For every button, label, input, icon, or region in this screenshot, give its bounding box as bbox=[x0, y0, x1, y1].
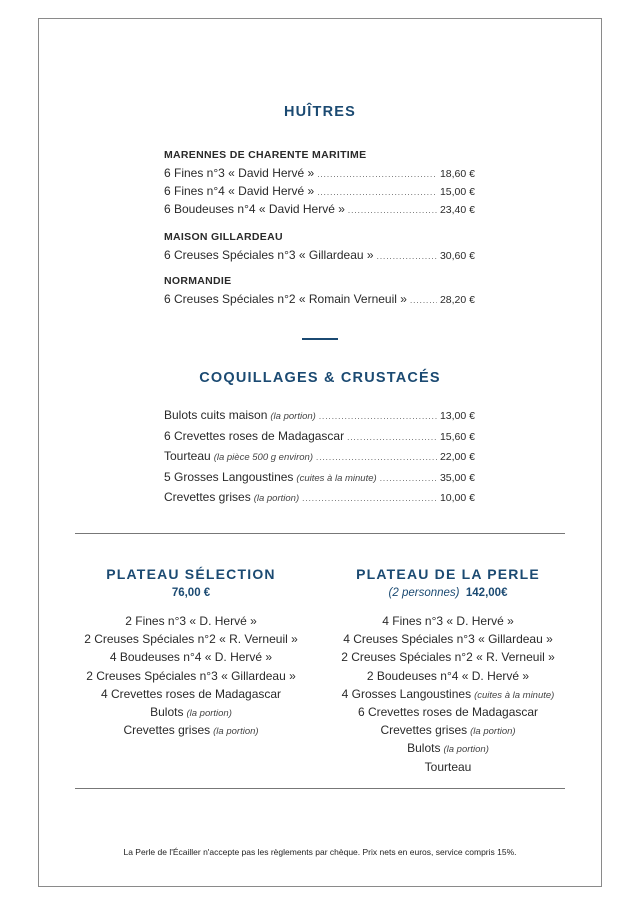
plateau-item bbox=[318, 630, 578, 648]
item-label: 6 Fines n°4 « David Hervé » bbox=[164, 184, 315, 198]
item-label: 4 Boudeuses n°4 « D. Hervé » bbox=[109, 650, 273, 665]
footer-note: La Perle de l'Écailler n'accepte pas les règlements par chèque. Prix nets en euros, service compris 15%. bbox=[123, 847, 517, 857]
plateau-item bbox=[71, 648, 311, 666]
item-price: 28,20 € bbox=[439, 294, 475, 306]
menu-item bbox=[164, 200, 475, 218]
group-heading: MAISON GILLARDEAU bbox=[164, 231, 283, 243]
plateau-item bbox=[318, 703, 578, 721]
item-label: 2 Boudeuses n°4 « D. Hervé » bbox=[366, 668, 530, 683]
plateau-selection bbox=[71, 566, 311, 739]
plateau-item bbox=[71, 612, 311, 630]
menu-item bbox=[164, 488, 475, 509]
item-label: 4 Creuses Spéciales n°3 « Gillardeau » bbox=[343, 632, 553, 647]
section-title-coquillages: COQUILLAGES & CRUSTACÉS bbox=[199, 370, 441, 386]
item-label: Bulots bbox=[150, 704, 184, 719]
menu-item bbox=[164, 468, 475, 489]
plateau-item bbox=[318, 667, 578, 685]
plateau-item bbox=[71, 721, 311, 739]
plateau-persons: (2 personnes) bbox=[388, 587, 460, 599]
item-label: Tourteau bbox=[424, 759, 472, 774]
item-label: 6 Crevettes roses de Madagascar bbox=[164, 428, 345, 443]
section-divider bbox=[302, 338, 338, 340]
plateau-price: 76,00 € bbox=[171, 587, 211, 599]
item-note: (la portion) bbox=[253, 493, 300, 504]
item-note: (la portion) bbox=[270, 411, 316, 422]
plateau-item bbox=[71, 685, 311, 703]
plateau-title: PLATEAU SÉLECTION bbox=[106, 566, 276, 582]
plateau-item bbox=[318, 758, 578, 776]
item-label: Crevettes grises bbox=[164, 490, 251, 504]
item-label: Crevettes grises bbox=[380, 723, 468, 738]
item-price: 30,60 € bbox=[439, 250, 475, 262]
section-title-huitres: HUÎTRES bbox=[283, 104, 357, 120]
group-heading: MARENNES DE CHARENTE MARITIME bbox=[164, 149, 367, 161]
plateau-item bbox=[71, 630, 311, 648]
plateau-de-la-perle bbox=[318, 566, 578, 776]
plateau-item bbox=[71, 703, 311, 721]
item-price: 15,60 € bbox=[439, 430, 475, 443]
menu-item bbox=[164, 290, 475, 308]
menu-item bbox=[164, 406, 475, 427]
plateau-item bbox=[318, 739, 578, 757]
item-note: (la portion) bbox=[213, 726, 259, 738]
group-heading: NORMANDIE bbox=[164, 275, 232, 287]
menu-item bbox=[164, 182, 475, 200]
item-label: 2 Fines n°3 « D. Hervé » bbox=[125, 614, 257, 628]
item-label: 5 Grosses Langoustines bbox=[164, 469, 294, 484]
item-label: Bulots cuits maison bbox=[164, 408, 268, 422]
plateau-title: PLATEAU DE LA PERLE bbox=[356, 566, 540, 582]
item-price: 23,40 € bbox=[439, 204, 475, 216]
plateau-price: 142,00€ bbox=[465, 587, 508, 599]
item-price: 13,00 € bbox=[439, 410, 475, 422]
item-note: (la portion) bbox=[470, 726, 516, 738]
item-note: (la portion) bbox=[186, 707, 232, 719]
item-label: 4 Grosses Langoustines bbox=[341, 686, 472, 701]
item-label: Crevettes grises bbox=[123, 723, 211, 738]
item-price: 22,00 € bbox=[439, 451, 475, 463]
item-price: 18,60 € bbox=[439, 168, 475, 180]
item-label: 4 Crevettes roses de Madagascar bbox=[100, 686, 282, 701]
item-label: 4 Fines n°3 « D. Hervé » bbox=[382, 614, 514, 628]
plateau-item bbox=[318, 721, 578, 739]
item-note: (la pièce 500 g environ) bbox=[213, 452, 313, 463]
item-price: 15,00 € bbox=[439, 186, 475, 198]
item-note: (cuites à la minute) bbox=[296, 472, 377, 484]
menu-item bbox=[164, 246, 475, 264]
item-label: 6 Boudeuses n°4 « David Hervé » bbox=[164, 202, 345, 216]
plateau-item bbox=[71, 667, 311, 685]
menu-item bbox=[164, 427, 475, 448]
menu-item bbox=[164, 447, 475, 468]
horizontal-rule bbox=[75, 788, 565, 789]
item-label: 6 Creuses Spéciales n°2 « Romain Verneuil » bbox=[164, 292, 407, 306]
item-label: 6 Creuses Spéciales n°3 « Gillardeau » bbox=[164, 248, 374, 262]
item-note: (cuites à la minute) bbox=[474, 689, 555, 701]
item-note: (la portion) bbox=[443, 744, 489, 756]
huitres-list bbox=[164, 146, 475, 308]
item-label: 2 Creuses Spéciales n°3 « Gillardeau » bbox=[86, 668, 296, 683]
item-label: Tourteau bbox=[164, 449, 211, 463]
menu-item bbox=[164, 164, 475, 182]
coquillages-list bbox=[164, 406, 475, 509]
plateau-item bbox=[318, 648, 578, 666]
item-label: 6 Crevettes roses de Madagascar bbox=[357, 704, 539, 719]
item-price: 10,00 € bbox=[439, 492, 475, 504]
item-label: Bulots bbox=[407, 741, 441, 756]
horizontal-rule bbox=[75, 533, 565, 534]
item-label: 2 Creuses Spéciales n°2 « R. Verneuil » bbox=[84, 632, 298, 647]
plateau-item bbox=[318, 612, 578, 630]
item-price: 35,00 € bbox=[439, 471, 475, 484]
plateau-item bbox=[318, 685, 578, 703]
item-label: 6 Fines n°3 « David Hervé » bbox=[164, 166, 315, 180]
plateau-price-line bbox=[71, 584, 311, 602]
plateau-price-line bbox=[318, 584, 578, 602]
item-label: 2 Creuses Spéciales n°2 « R. Verneuil » bbox=[341, 650, 555, 665]
